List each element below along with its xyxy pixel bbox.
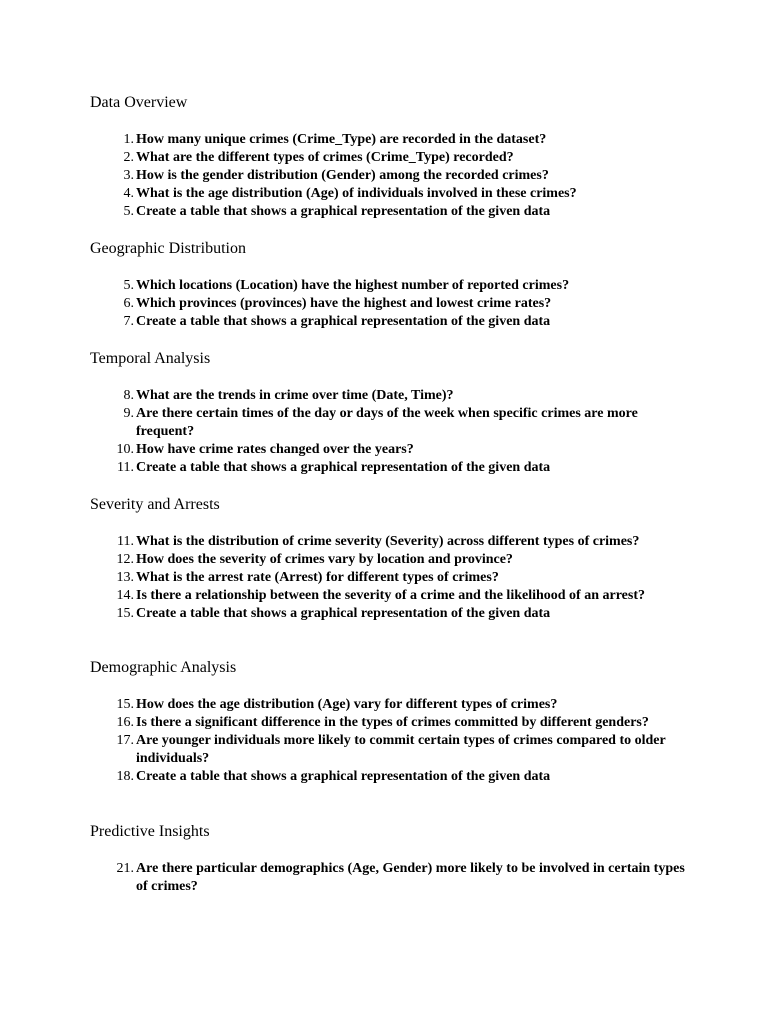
list-item [90,149,690,167]
item-number: 4. [123,186,134,201]
item-number: 11. [117,460,134,475]
item-number: 9. [123,406,134,421]
list-item [90,714,690,732]
item-number: 15. [116,606,134,621]
item-text: Are there certain times of the day or days of the week when specific crimes are more frequent? [136,406,638,439]
item-number: 5. [123,278,134,293]
item-number: 14. [116,588,134,603]
item-text: How does the severity of crimes vary by location and province? [136,552,513,567]
item-text: How many unique crimes (Crime_Type) are recorded in the dataset? [136,132,547,147]
list-item [90,533,690,551]
section-demographic-analysis [90,658,690,784]
list-item [90,768,690,786]
item-text: What is the age distribution (Age) of individuals involved in these crimes? [136,186,577,201]
section-predictive-insights [90,822,690,894]
list-item [90,696,690,714]
section-geographic-distribution [90,239,690,329]
item-text: Which provinces (provinces) have the highest and lowest crime rates? [136,296,552,311]
item-text: Create a table that shows a graphical representation of the given data [136,460,551,475]
list-item [90,203,690,221]
item-text: Are younger individuals more likely to commit certain types of crimes compared to older individuals? [136,733,666,766]
item-number: 12. [116,552,134,567]
section-temporal-analysis [90,349,690,475]
item-text: What is the arrest rate (Arrest) for different types of crimes? [136,570,499,585]
list-item [90,587,690,605]
item-number: 16. [116,715,134,730]
list-item [90,405,690,441]
section-data-overview [90,93,690,219]
item-number: 10. [116,442,134,457]
item-number: 1. [123,132,134,147]
list-item [90,551,690,569]
item-text: What are the different types of crimes (Crime_Type) recorded? [136,150,514,165]
item-text: Which locations (Location) have the highest number of reported crimes? [136,278,570,293]
item-number: 5. [123,204,134,219]
item-number: 2. [123,150,134,165]
section-heading: Geographic Distribution [90,240,246,257]
list-item [90,387,690,405]
item-number: 17. [116,733,134,748]
list-item [90,313,690,331]
item-number: 18. [116,769,134,784]
list-item [90,295,690,313]
item-number: 11. [117,534,134,549]
item-number: 8. [123,388,134,403]
list-item [90,131,690,149]
item-text: Create a table that shows a graphical representation of the given data [136,314,551,329]
list-item [90,605,690,623]
item-text: What are the trends in crime over time (Date, Time)? [136,388,454,403]
item-number: 15. [116,697,134,712]
section-heading: Severity and Arrests [90,496,220,513]
item-text: Create a table that shows a graphical representation of the given data [136,769,551,784]
question-list [90,696,690,786]
question-list [90,131,690,221]
section-heading: Demographic Analysis [90,659,237,676]
list-item [90,860,690,896]
list-item [90,185,690,203]
section-heading: Predictive Insights [90,823,210,840]
question-list [90,860,690,896]
item-number: 13. [116,570,134,585]
list-item [90,277,690,295]
item-text: How does the age distribution (Age) vary for different types of crimes? [136,697,558,712]
list-item [90,732,690,768]
item-text: Are there particular demographics (Age, Gender) more likely to be involved in certain types of crimes? [136,861,685,894]
item-text: What is the distribution of crime severity (Severity) across different types of crimes? [136,534,640,549]
item-text: How is the gender distribution (Gender) among the recorded crimes? [136,168,549,183]
item-text: Create a table that shows a graphical representation of the given data [136,606,551,621]
item-number: 3. [123,168,134,183]
item-text: Is there a significant difference in the types of crimes committed by different genders? [136,715,649,730]
list-item [90,569,690,587]
item-number: 7. [123,314,134,329]
list-item [90,167,690,185]
item-text: Is there a relationship between the severity of a crime and the likelihood of an arrest? [136,588,646,603]
question-list [90,277,690,331]
item-number: 21. [116,861,134,876]
question-list [90,387,690,477]
list-item [90,441,690,459]
section-severity-and-arrests [90,495,690,621]
section-heading: Data Overview [90,94,188,111]
list-item [90,459,690,477]
item-text: Create a table that shows a graphical representation of the given data [136,204,551,219]
question-list [90,533,690,623]
section-heading: Temporal Analysis [90,350,211,367]
item-number: 6. [123,296,134,311]
item-text: How have crime rates changed over the years? [136,442,414,457]
